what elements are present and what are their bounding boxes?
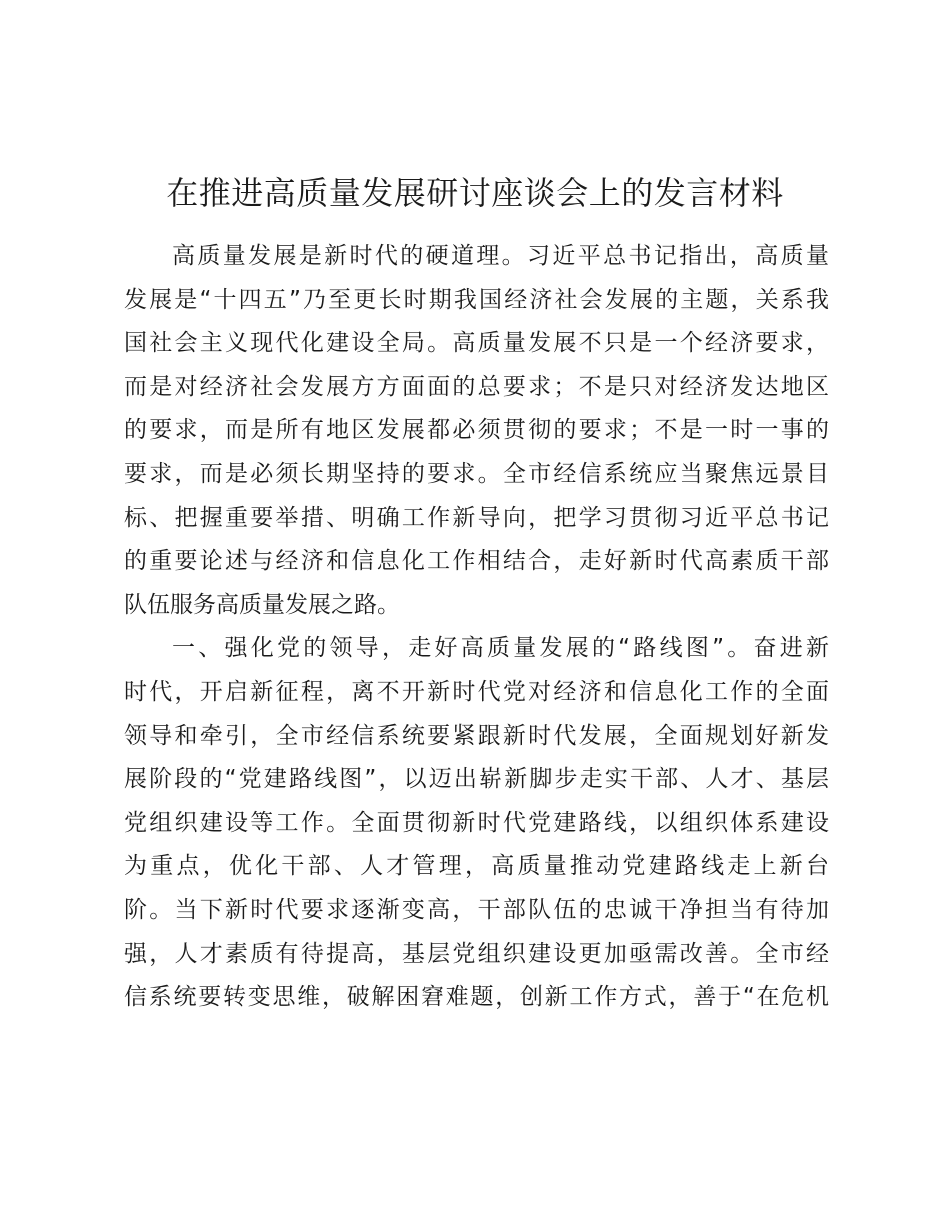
- document-title: 在推进高质量发展研讨座谈会上的发言材料: [166, 174, 784, 212]
- paragraph-line: 时代，开启新征程，离不开新时代党对经济和信息化工作的全面: [124, 678, 829, 705]
- section-heading-line: 一、强化党的领导，走好高质量发展的“路线图”。奋进新: [172, 635, 829, 662]
- paragraph-line: 展阶段的“党建路线图”，以迈出崭新脚步走实干部、人才、基层: [124, 766, 829, 793]
- paragraph-line: 信系统要转变思维，破解困窘难题，创新工作方式，善于“在危机: [124, 984, 829, 1011]
- paragraph-line: 国社会主义现代化建设全局。高质量发展不只是一个经济要求，: [124, 330, 829, 357]
- paragraph-line: 队伍服务高质量发展之路。: [124, 591, 400, 618]
- paragraph-line: 领导和牵引，全市经信系统要紧跟新时代发展，全面规划好新发: [124, 722, 829, 749]
- paragraph-line: 而是对经济社会发展方方面面的总要求；不是只对经济发达地区: [124, 373, 829, 400]
- paragraph-line: 发展是“十四五”乃至更长时期我国经济社会发展的主题，关系我: [124, 286, 829, 313]
- paragraph-line: 为重点，优化干部、人才管理，高质量推动党建路线走上新台: [124, 853, 829, 880]
- paragraph-line: 阶。当下新时代要求逐渐变高，干部队伍的忠诚干净担当有待加: [124, 896, 829, 923]
- paragraph-line: 的要求，而是所有地区发展都必须贯彻的要求；不是一时一事的: [124, 417, 829, 444]
- paragraph-line: 高质量发展是新时代的硬道理。习近平总书记指出，高质量: [172, 243, 829, 269]
- document-body: [124, 235, 829, 1020]
- paragraph-line: 的重要论述与经济和信息化工作相结合，走好新时代高素质干部: [124, 548, 829, 575]
- paragraph-line: 党组织建设等工作。全面贯彻新时代党建路线，以组织体系建设: [124, 809, 829, 836]
- paragraph-line: 要求，而是必须长期坚持的要求。全市经信系统应当聚焦远景目: [124, 460, 829, 487]
- paragraph-line: 标、把握重要举措、明确工作新导向，把学习贯彻习近平总书记: [124, 504, 829, 531]
- paragraph-line: 强，人才素质有待提高，基层党组织建设更加亟需改善。全市经: [124, 940, 829, 967]
